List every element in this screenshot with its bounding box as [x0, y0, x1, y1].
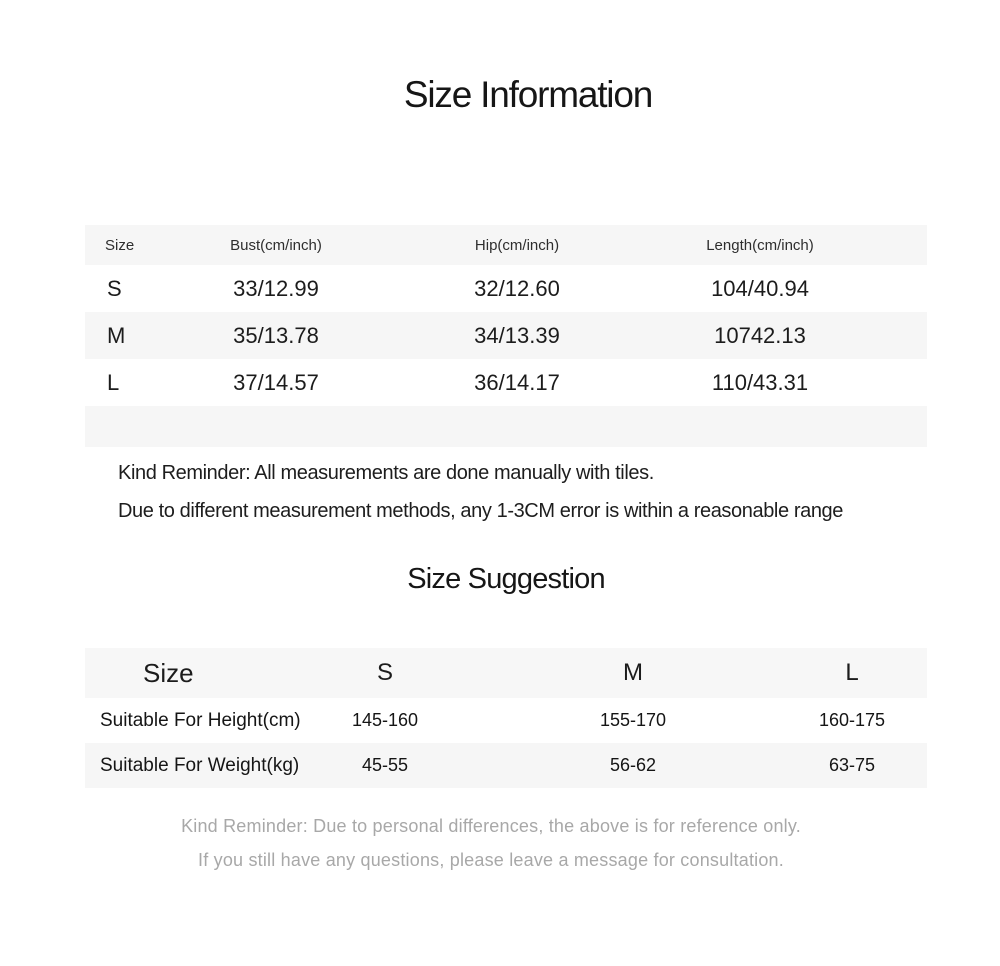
- footer-note-line2: If you still have any questions, please leave a message for consultation.: [198, 850, 784, 870]
- weight-m-cell: 56-62: [609, 755, 657, 775]
- size-suggestion-table: [85, 648, 927, 788]
- measurement-note-line2: Due to different measurement methods, any 1-3CM error is within a reasonable range: [118, 500, 843, 522]
- spacer-cell: [853, 225, 927, 265]
- table-row-weight: [85, 743, 927, 788]
- row-label: Suitable For Weight(kg): [100, 754, 300, 776]
- footer-note-line1: Kind Reminder: Due to personal differences, the above is for reference only.: [181, 816, 801, 836]
- size-cell: S: [107, 275, 122, 301]
- weight-s-cell: 45-55: [361, 755, 409, 775]
- page-title: Size Information: [403, 74, 653, 115]
- spacer-cell: [853, 265, 927, 312]
- table-row-size-l: [85, 359, 927, 406]
- bust-cell: 35/13.78: [233, 322, 319, 348]
- size-cell: L: [107, 369, 120, 395]
- bust-cell: 33/12.99: [233, 275, 319, 301]
- hip-cell: 36/14.17: [474, 369, 560, 395]
- size-suggestion-title: Size Suggestion: [407, 563, 605, 595]
- length-cell: 104/40.94: [711, 275, 809, 301]
- weight-l-cell: 63-75: [828, 755, 876, 775]
- spacer-cell: [853, 359, 927, 406]
- height-s-cell: 145-160: [351, 710, 419, 730]
- length-column-header: Length(cm/inch): [667, 225, 853, 265]
- hip-cell: 34/13.39: [474, 322, 560, 348]
- size-column-header: Size: [85, 648, 310, 698]
- spacer-cell: [853, 312, 927, 359]
- table-row-height: [85, 698, 927, 743]
- hip-cell: 32/12.60: [474, 275, 560, 301]
- table-row-size-s: [85, 265, 927, 312]
- length-cell: 110/43.31: [711, 369, 809, 395]
- size-information-table: [85, 225, 927, 447]
- bust-column-header: Bust(cm/inch): [185, 225, 367, 265]
- l-column-header: L: [806, 648, 898, 698]
- m-column-header: M: [460, 648, 806, 698]
- table-footer-band: [85, 406, 927, 447]
- bust-cell: 37/14.57: [233, 369, 319, 395]
- s-column-header: S: [310, 648, 460, 698]
- size-table-header-row: [85, 225, 927, 265]
- size-cell: M: [107, 322, 126, 348]
- size-column-header: Size: [85, 225, 185, 265]
- spacer-cell: [898, 648, 927, 698]
- suggestion-table-header-row: [85, 648, 927, 698]
- row-label: Suitable For Height(cm): [100, 709, 301, 731]
- length-cell: 10742.13: [714, 322, 806, 348]
- table-row-size-m: [85, 312, 927, 359]
- hip-column-header: Hip(cm/inch): [367, 225, 667, 265]
- spacer-cell: [898, 698, 927, 743]
- measurement-note-line1: Kind Reminder: All measurements are done manually with tiles.: [118, 462, 654, 484]
- height-l-cell: 160-175: [818, 710, 886, 730]
- height-m-cell: 155-170: [599, 710, 667, 730]
- spacer-cell: [898, 743, 927, 788]
